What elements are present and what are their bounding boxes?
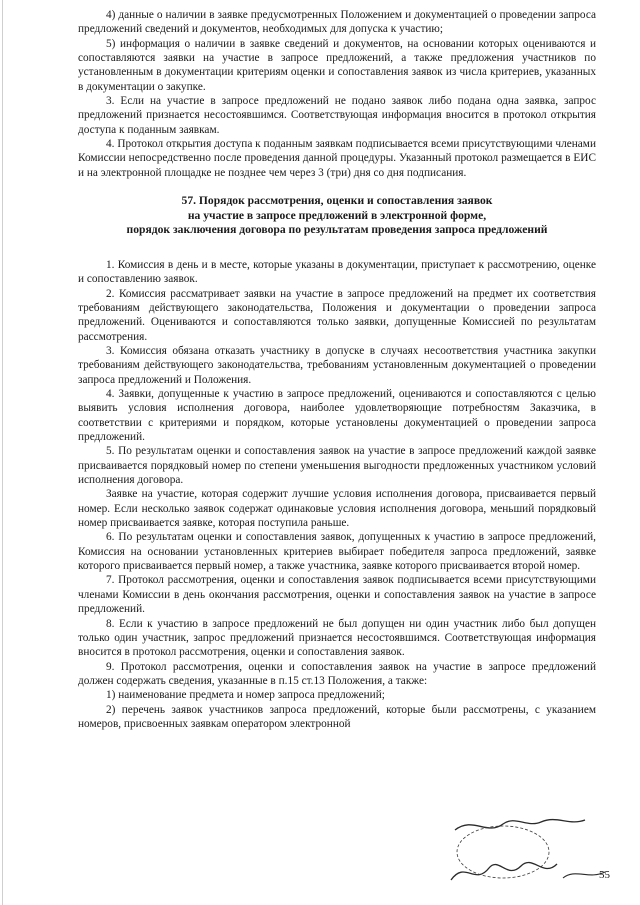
section-heading-line: порядок заключения договора по результатам проведения запроса предложений: [126, 223, 548, 237]
section-heading: [78, 194, 596, 238]
paragraph: 5. По результатам оценки и сопоставления заявок на участие в запросе предложений каждой заявке присваивается порядковый номер по степени уменьшения выгодности предложенных участником условий исполнения договора.: [78, 445, 596, 487]
page-number: 55: [599, 869, 610, 881]
paragraph: 9. Протокол рассмотрения, оценки и сопоставления заявок на участие в запросе предложений должен содержать сведения, указанные в п.15 ст.13 Положения, а также:: [78, 660, 596, 687]
section-heading-line: 57. Порядок рассмотрения, оценки и сопоставления заявок: [181, 194, 493, 208]
page-body: [78, 8, 596, 731]
paragraph: 2. Комиссия рассматривает заявки на участие в запросе предложений на предмет их соответствия требованиям действующего законодательства, Положения и документации о проведении запроса предложений. Оцениваются и сопоставляются только заявки, допущенные Комиссией по результатам рассмотрения.: [78, 287, 596, 343]
paragraph: 6. По результатам оценки и сопоставления заявок, допущенных к участию в запросе предложений, Комиссия на основании установленных критериев выбирает победителя запроса предложений, заявке которого присваивается первый номер, а также участника, заявке которого присваивается второй номер.: [78, 531, 596, 573]
paragraph: 3. Если на участие в запросе предложений не подано заявок либо подана одна заявка, запрос предложений признается несостоявшимся. Соответствующая информация вносится в протокол открытия доступа к поданным заявкам.: [78, 95, 596, 136]
paragraph: 4. Заявки, допущенные к участию в запросе предложений, оцениваются и сопоставляются с целью выявить условия исполнения договора, наиболее удовлетворяющие потребностям Заказчика, в соответствии с критериями и порядком, которые установлены документацией о проведении запроса предложений.: [78, 388, 596, 444]
section-heading-line: на участие в запросе предложений в электронной форме,: [187, 208, 487, 222]
paragraph: 7. Протокол рассмотрения, оценки и сопоставления заявок подписывается всеми присутствующими членами Комиссии в день окончания рассмотрения, оценки и сопоставления заявок на участие в запросе предложений.: [78, 574, 596, 616]
scan-edge: [2, 0, 3, 905]
signature-stroke: [451, 863, 557, 880]
paragraph: 8. Если к участию в запросе предложений не был допущен ни один участник либо был допущен только один участник, запрос предложений признается несостоявшимся. Соответствующая информация вносится в протокол рассмотрения, оценки и сопоставления заявок.: [78, 617, 596, 659]
paragraph: 1) наименование предмета и номер запроса предложений;: [106, 689, 385, 702]
paragraph: 5) информация о наличии в заявке сведений и документов, на основании которых оцениваются и сопоставляются заявки на участие в запросе предложений, а также предложения участников по установленным в документации критериям оценки и сопоставления заявок из числа критериев, указанных в документации о закупке.: [78, 37, 596, 93]
signature-stroke: [455, 820, 585, 830]
paragraph: 2) перечень заявок участников запроса предложений, которые были рассмотрены, с указанием номеров, присвоенных заявкам оператором электронной: [78, 703, 596, 730]
paragraph: 1. Комиссия в день и в месте, которые указаны в документации, приступает к рассмотрению, оценке и сопоставлению заявок.: [78, 258, 596, 286]
paragraph: Заявке на участие, которая содержит лучшие условия исполнения договора, присваивается первый номер. Если несколько заявок содержат одинаковые условия исполнения договора, меньший порядковый номер присваивается заявке, которая поступила раньше.: [78, 488, 596, 530]
paragraph: 4. Протокол открытия доступа к поданным заявкам подписывается всеми присутствующими членами Комиссии непосредственно после проведения данной процедуры. Указанный протокол размещается в ЕИС и на электронной площадке не позднее чем через 3 (три) дня со дня подписания.: [78, 138, 596, 179]
paragraph: 4) данные о наличии в заявке предусмотренных Положением и документацией о проведении запроса предложений сведений и документов, необходимых для допуска к участию;: [78, 9, 596, 36]
stamp-outline: [457, 826, 549, 878]
paragraph: 3. Комиссия обязана отказать участнику в допуске в случаях несоответствия участника закупки требованиям действующего законодательства, требованиям установленным документацией о проведении запроса предложений и Положения.: [78, 344, 596, 386]
